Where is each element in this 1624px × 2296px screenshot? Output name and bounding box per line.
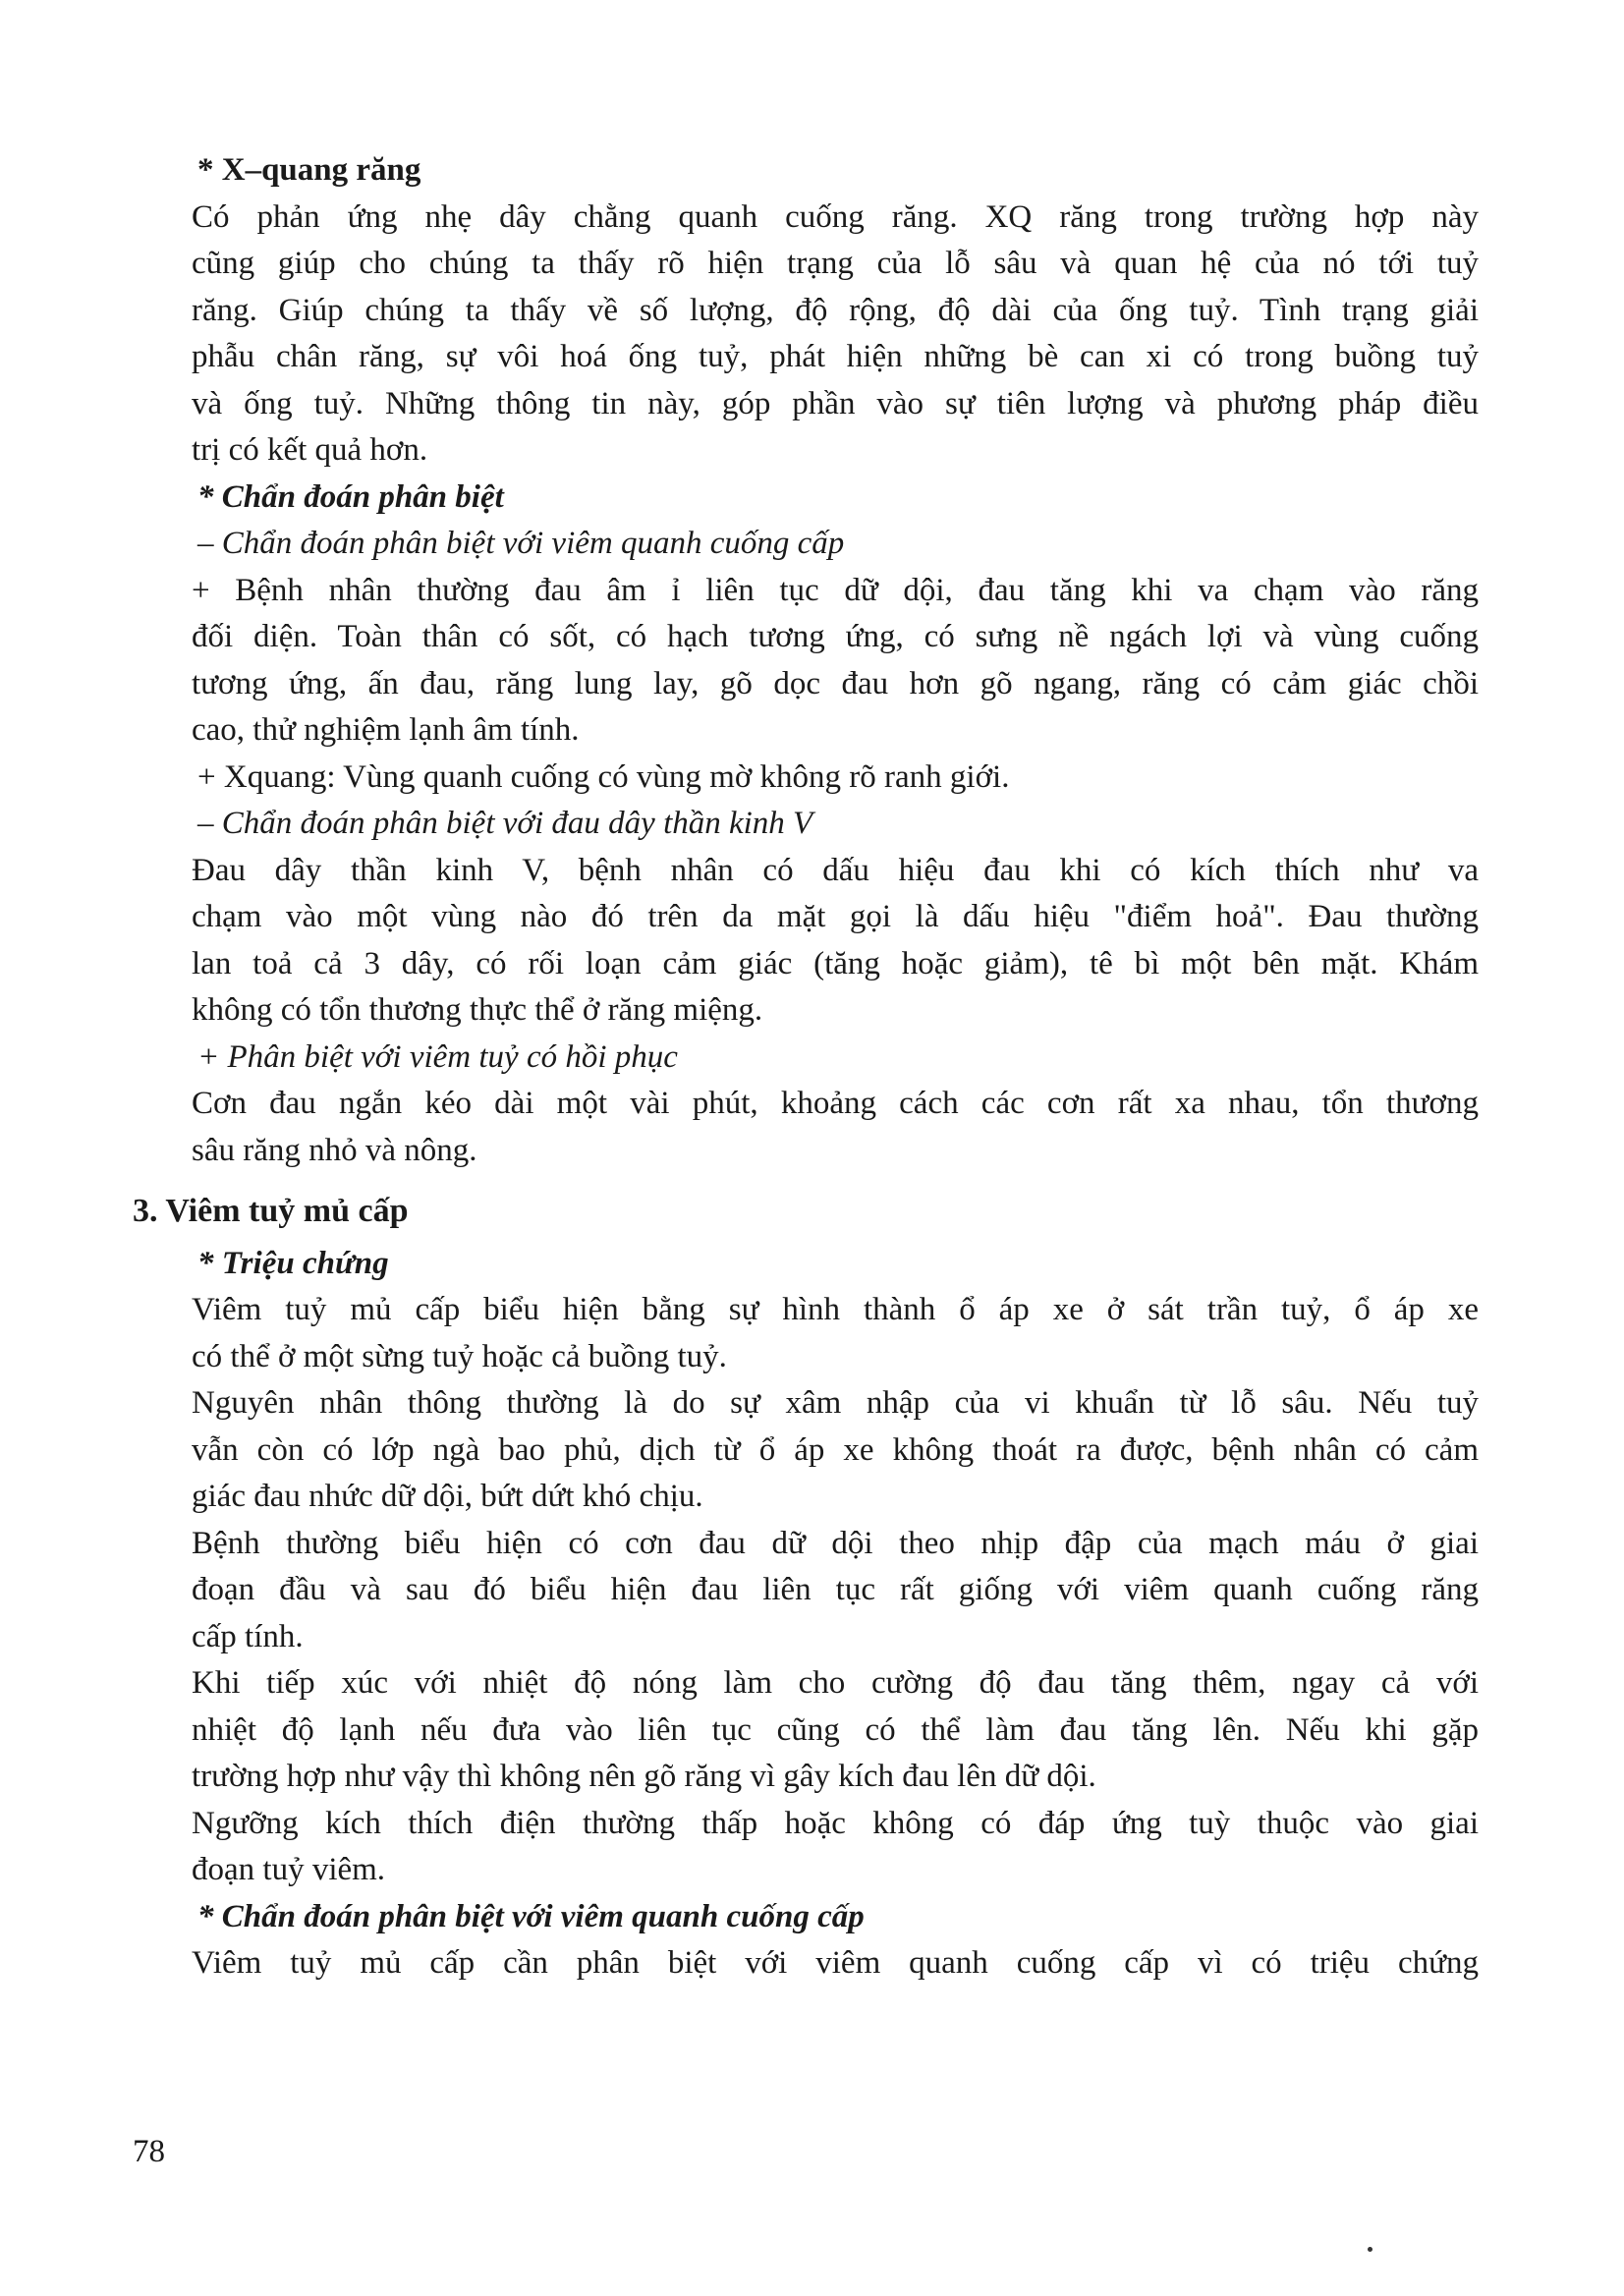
text-line: trị có kết quả hơn. (192, 432, 428, 468)
page-body (133, 147, 1479, 1988)
text-line: trường hợp như vậy thì không nên gõ răng vì gây kích đau lên dữ dội. (192, 1759, 1096, 1794)
text-line: Nguyên nhân thông thường là do sự xâm nhập của vi khuẩn từ lỗ sâu. Nếu tuỷ (192, 1385, 1479, 1421)
differential-sub1-heading: – Chẩn đoán phân biệt với viêm quanh cuống cấp (197, 526, 845, 561)
xray-heading: * X–quang răng (197, 152, 421, 188)
scan-speck (1368, 2247, 1372, 2252)
text-line: Có phản ứng nhẹ dây chằng quanh cuống răng. XQ răng trong trường hợp này (192, 198, 1479, 235)
differential-sub2-heading: – Chẩn đoán phân biệt với đau dây thần kinh V (197, 806, 813, 841)
text-line: cao, thử nghiệm lạnh âm tính. (192, 712, 580, 748)
text-line: có thể ở một sừng tuỷ hoặc cả buồng tuỷ. (192, 1338, 727, 1374)
differential-sub3-heading: + Phân biệt với viêm tuỷ có hồi phục (197, 1038, 678, 1075)
text-line: Đau dây thần kinh V, bệnh nhân có dấu hiệu đau khi có kích thích như va (192, 852, 1479, 888)
text-line: Ngưỡng kích thích điện thường thấp hoặc không có đáp ứng tuỳ thuộc vào giai (192, 1805, 1479, 1841)
section-title: 3. Viêm tuỷ mủ cấp (133, 1193, 409, 1229)
text-line: vẫn còn có lớp ngà bao phủ, dịch từ ổ áp xe không thoát ra được, bệnh nhân có cảm (192, 1431, 1479, 1468)
text-line: lan toả cả 3 dây, có rối loạn cảm giác (tăng hoặc giảm), tê bì một bên mặt. Khám (192, 945, 1479, 981)
text-line: phẫu chân răng, sự vôi hoá ống tuỷ, phát hiện những bè can xi có trong buồng tuỷ (192, 339, 1479, 374)
text-line: tương ứng, ấn đau, răng lung lay, gõ dọc đau hơn gõ ngang, răng có cảm giác chồi (192, 665, 1479, 701)
text-line: cấp tính. (192, 1618, 304, 1654)
text-line: chạm vào một vùng nào đó trên da mặt gọi là dấu hiệu "điểm hoả". Đau thường (192, 899, 1479, 934)
text-line: đoạn đầu và sau đó biểu hiện đau liên tục rất giống với viêm quanh cuống răng (192, 1572, 1479, 1607)
text-line: sâu răng nhỏ và nông. (192, 1132, 477, 1168)
section3-differential-heading: * Chẩn đoán phân biệt với viêm quanh cuống cấp (197, 1898, 865, 1934)
text-line: đoạn tuỷ viêm. (192, 1852, 386, 1887)
text-line: không có tổn thương thực thể ở răng miệng. (192, 992, 763, 1028)
text-line: nhiệt độ lạnh nếu đưa vào liên tục cũng có thể làm đau tăng lên. Nếu khi gặp (192, 1711, 1479, 1748)
text-line: Khi tiếp xúc với nhiệt độ nóng làm cho cường độ đau tăng thêm, ngay cả với (192, 1665, 1479, 1701)
differential-heading: * Chẩn đoán phân biệt (197, 478, 504, 515)
text-line: Viêm tuỷ mủ cấp biểu hiện bằng sự hình thành ổ áp xe ở sát trần tuỷ, ổ áp xe (192, 1292, 1479, 1327)
text-line: giác đau nhức dữ dội, bứt dứt khó chịu. (192, 1479, 703, 1514)
text-line: Viêm tuỷ mủ cấp cần phân biệt với viêm quanh cuống cấp vì có triệu chứng (192, 1945, 1479, 1981)
text-line: cũng giúp cho chúng ta thấy rõ hiện trạng của lỗ sâu và quan hệ của nó tới tuỷ (192, 246, 1479, 281)
text-line: + Bệnh nhân thường đau âm ỉ liên tục dữ dội, đau tăng khi va chạm vào răng (192, 572, 1479, 608)
text-line: Bệnh thường biểu hiện có cơn đau dữ dội theo nhịp đập của mạch máu ở giai (192, 1525, 1479, 1561)
text-line: và ống tuỷ. Những thông tin này, góp phần vào sự tiên lượng và phương pháp điều (192, 385, 1479, 421)
text-line: + Xquang: Vùng quanh cuống có vùng mờ không rõ ranh giới. (197, 758, 1010, 795)
text-line: răng. Giúp chúng ta thấy về số lượng, độ rộng, độ dài của ống tuỷ. Tình trạng giải (192, 292, 1479, 328)
symptoms-heading: * Triệu chứng (197, 1245, 389, 1281)
text-line: Cơn đau ngắn kéo dài một vài phút, khoảng cách các cơn rất xa nhau, tổn thương (192, 1086, 1479, 1121)
text-line: đối diện. Toàn thân có sốt, có hạch tương ứng, có sưng nề ngách lợi và vùng cuống (192, 619, 1479, 654)
page-number: 78 (133, 2134, 165, 2169)
